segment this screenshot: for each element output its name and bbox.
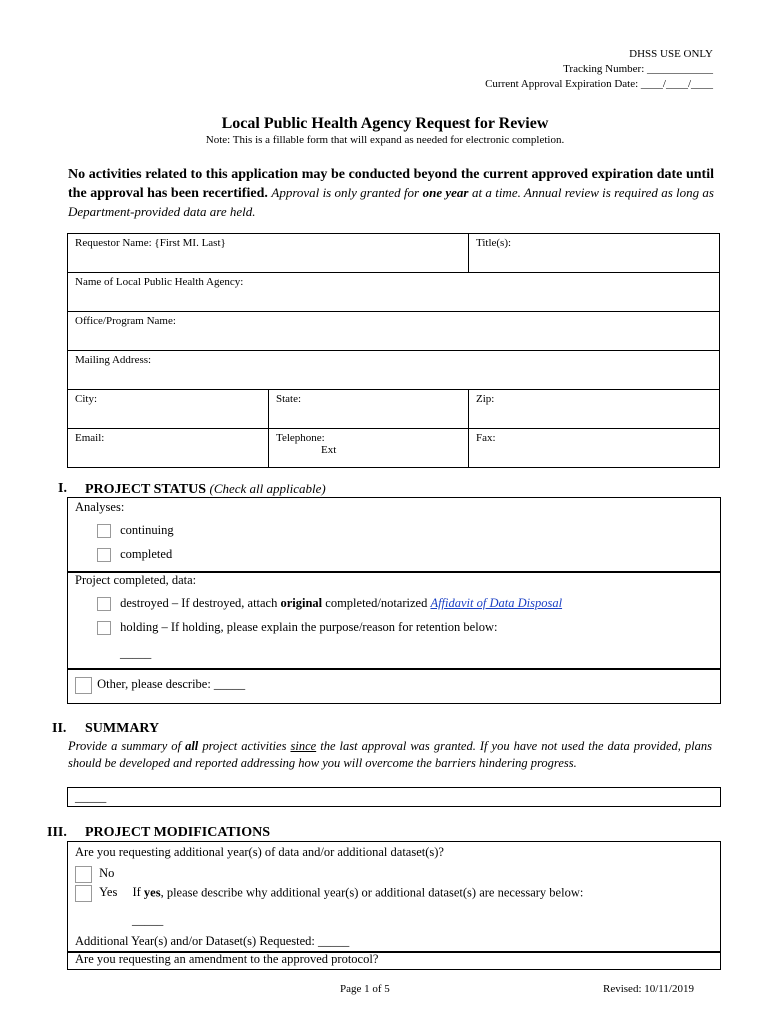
telephone-label: Telephone: bbox=[276, 432, 325, 444]
requestor-info-table bbox=[67, 233, 720, 468]
holding-label: holding – If holding, please explain the purpose/reason for retention below: bbox=[120, 620, 498, 634]
destroyed-option[interactable] bbox=[97, 596, 562, 611]
no-checkbox[interactable] bbox=[75, 866, 92, 883]
destroyed-checkbox[interactable] bbox=[97, 597, 111, 611]
expiration-date: Current Approval Expiration Date: ____/____/____ bbox=[485, 78, 713, 90]
telephone-field[interactable] bbox=[269, 429, 469, 468]
section3-heading: PROJECT MODIFICATIONS bbox=[85, 825, 271, 840]
other-label: Other, please describe: _____ bbox=[97, 677, 246, 692]
section2-numeral: II. bbox=[52, 721, 67, 736]
holding-option[interactable] bbox=[97, 620, 497, 635]
completed-checkbox[interactable] bbox=[97, 548, 111, 562]
city-field[interactable]: City: bbox=[68, 390, 269, 429]
email-field[interactable]: Email: bbox=[68, 429, 269, 468]
summary-t3: the last approval was granted. If you have not used the data provided, plans should be developed and reported addressing how you will overcome the barriers hindering progress. bbox=[68, 739, 713, 770]
no-option[interactable] bbox=[75, 866, 114, 883]
fax-field[interactable]: Fax: bbox=[469, 429, 720, 468]
section1-hint: (Check all applicable) bbox=[209, 481, 326, 496]
ext-label: Ext bbox=[321, 444, 337, 456]
summary-blank[interactable]: _____ bbox=[75, 790, 107, 804]
destroyed-text: destroyed – If destroyed, attach bbox=[120, 596, 278, 610]
section1-heading bbox=[85, 481, 326, 498]
warning-bold: No activities related to this application may be conducted beyond the current approved expiration date until the approval has been recertified. bbox=[68, 167, 714, 201]
section1-title: PROJECT STATUS bbox=[85, 482, 206, 497]
if-yes-post: , please describe why additional year(s) or additional dataset(s) are necessary below: bbox=[160, 885, 584, 900]
yes-option[interactable] bbox=[75, 885, 583, 902]
summary-t1: Provide a summary of bbox=[68, 739, 182, 753]
destroyed-post: completed/notarized bbox=[325, 596, 428, 610]
agency-name-field[interactable]: Name of Local Public Health Agency: bbox=[68, 273, 720, 312]
holding-blank[interactable]: _____ bbox=[120, 646, 152, 660]
requested-label: Additional Year(s) and/or Dataset(s) Requested: _____ bbox=[75, 934, 350, 948]
yes-label: Yes bbox=[99, 885, 118, 900]
other-option[interactable] bbox=[75, 677, 245, 694]
warning-ital2: at a time. Annual review is required as long as Department-provided data are held. bbox=[68, 185, 714, 219]
form-note: Note: This is a fillable form that will expand as needed for electronic completion. bbox=[205, 134, 565, 146]
warning-ital-bold: one year bbox=[422, 185, 469, 200]
dhss-use-only: DHSS USE ONLY bbox=[629, 48, 713, 60]
no-label: No bbox=[99, 866, 115, 881]
section1-numeral: I. bbox=[58, 481, 67, 496]
tracking-number: Tracking Number: ____________ bbox=[563, 63, 713, 75]
office-program-field[interactable]: Office/Program Name: bbox=[68, 312, 720, 351]
if-yes-bold: yes bbox=[143, 885, 161, 900]
project-completed-label: Project completed, data: bbox=[75, 573, 197, 587]
requestor-name-field[interactable]: Requestor Name: {First MI. Last} bbox=[68, 234, 469, 273]
analyses-label: Analyses: bbox=[75, 500, 125, 514]
if-yes-pre: If bbox=[132, 885, 141, 900]
summary-t2: project activities bbox=[202, 739, 287, 753]
state-field[interactable]: State: bbox=[269, 390, 469, 429]
yes-checkbox[interactable] bbox=[75, 885, 92, 902]
completed-option[interactable] bbox=[97, 547, 172, 562]
zip-field[interactable]: Zip: bbox=[469, 390, 720, 429]
titles-field[interactable]: Title(s): bbox=[469, 234, 720, 273]
continuing-option[interactable] bbox=[97, 523, 174, 538]
section2-heading: SUMMARY bbox=[85, 721, 160, 736]
section3-numeral: III. bbox=[47, 825, 67, 840]
warning-ital1: Approval is only granted for bbox=[271, 185, 420, 200]
continuing-checkbox[interactable] bbox=[97, 524, 111, 538]
summary-bold: all bbox=[185, 739, 199, 753]
completed-label: completed bbox=[120, 547, 173, 561]
page-number: Page 1 of 5 bbox=[340, 983, 390, 995]
destroyed-bold: original bbox=[280, 596, 323, 610]
other-checkbox[interactable] bbox=[75, 677, 92, 694]
summary-instructions bbox=[68, 738, 712, 772]
holding-checkbox[interactable] bbox=[97, 621, 111, 635]
continuing-label: continuing bbox=[120, 523, 174, 537]
modifications-question: Are you requesting additional year(s) of data and/or additional dataset(s)? bbox=[75, 845, 444, 859]
summary-box[interactable] bbox=[67, 787, 721, 807]
affidavit-link[interactable]: Affidavit of Data Disposal bbox=[430, 596, 563, 610]
form-title: Local Public Health Agency Request for Review bbox=[221, 115, 549, 132]
amendment-question: Are you requesting an amendment to the approved protocol? bbox=[75, 952, 379, 966]
revised-date: Revised: 10/11/2019 bbox=[603, 983, 694, 995]
warning-paragraph bbox=[68, 166, 714, 222]
summary-underline: since bbox=[290, 739, 317, 753]
mailing-address-field[interactable]: Mailing Address: bbox=[68, 351, 720, 390]
modifications-blank[interactable]: _____ bbox=[132, 913, 164, 927]
